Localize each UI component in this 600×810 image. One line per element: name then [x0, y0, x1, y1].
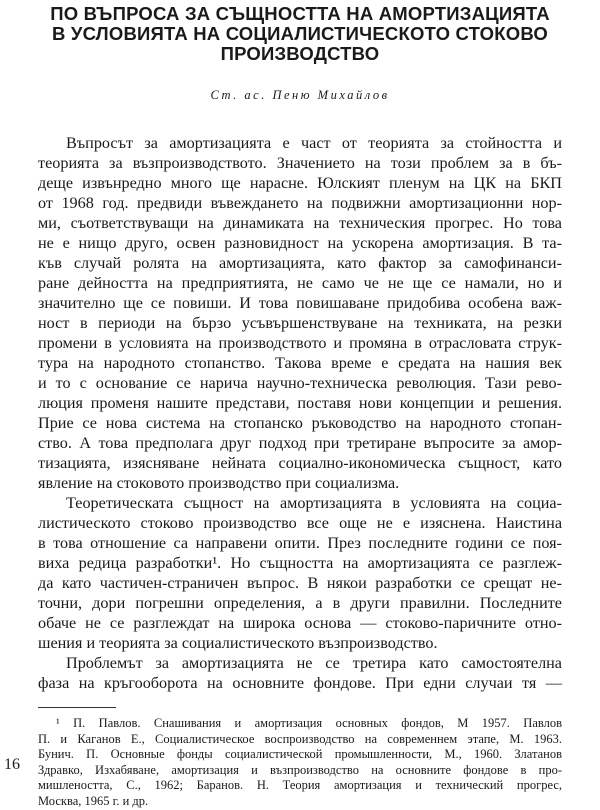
paragraph [38, 133, 562, 493]
footnote-line: Бунич. П. Основные фонды социалистической промышленности, М., 1960. Златанов [38, 747, 562, 762]
text-line: шения и теорията за социалистическото възпроизводство. [38, 634, 438, 652]
text-line: тура на народното стопанство. Такова време е средата на нашия век [38, 354, 562, 372]
text-line: фаза на кръгооборота на основните фондове. При едни случаи тя — [38, 674, 562, 692]
text-line: ране дейността на предприятията, не само че не ще се намали, но и [38, 274, 562, 292]
text-line: обаче не се разглеждат на широка основа — стоково-паричните отно- [38, 614, 562, 632]
footnote-line: Москва, 1965 г. и др. [38, 793, 149, 808]
footnote-divider [38, 707, 116, 708]
text-line: Теоретическата същност на амортизацията в условията на социа- [66, 494, 562, 512]
author-byline: Ст. ас. Пеню Михайлов [210, 88, 390, 102]
paragraph [38, 493, 562, 653]
text-line: и то с основание се нарича научно-техническа революция. Тази рево- [38, 374, 562, 392]
text-line: къв случай ролята на амортизацията, като фактор за самофинанси- [38, 254, 562, 272]
footnote-line: мишлеността, С., 1962; Баранов. Н. Теория амортизация и технический прогрес, [38, 778, 562, 793]
text-line: Проблемът за амортизацията не се третира като самостоятелна [66, 654, 562, 672]
text-line: листическото стоково производство все още не е изяснена. Наистина [38, 514, 562, 532]
text-line: виха редица разработки¹. Но същността на амортизацията се разглеж- [38, 554, 562, 572]
text-line: точни, дори погрешни определения, а в други правилни. Последните [38, 594, 562, 612]
article-body [38, 133, 562, 693]
text-line: да като частичен-страничен въпрос. В някои разработки се срещат не- [38, 574, 562, 592]
text-line: от 1968 год. предвиди въвеждането на подвижни амортизационни нор- [38, 194, 562, 212]
text-line: ство. А това предполага друг подход при третиране въпросите за амор- [38, 434, 562, 452]
title-line: В УСЛОВИЯТА НА СОЦИАЛИСТИЧЕСКОТО СТОКОВО [51, 23, 549, 44]
text-line: деще извънредно много ще нарасне. Юлският пленум на ЦК на БКП [38, 174, 562, 192]
title-line: ПРОИЗВОДСТВО [220, 43, 380, 64]
footnote [38, 716, 562, 810]
paragraph [38, 653, 562, 693]
text-line: тизацията, изясняване нейната социално-икономическа същност, като [38, 454, 562, 472]
text-line: промени в условията на производството и промяна в отрасловата струк- [38, 334, 562, 352]
footnote-line: Здравко, Изхабяване, амортизация и възпроизводство на основните фондове в про- [38, 762, 562, 777]
footnote-line: ¹ П. Павлов. Снашивания и амортизация основных фондов, М 1957. Павлов [56, 716, 562, 730]
article-title [38, 4, 562, 64]
text-line: ност в периоди на бързо усъвършенствуване на техниката, на резки [38, 314, 562, 332]
text-line: не е нищо друго, освен разновидност на ускорена амортизация. В та- [38, 234, 562, 252]
text-line: значително ще се повиши. И това повишаване придобива особена важ- [38, 294, 562, 312]
text-line: ми, съответствуващи на динамиката на техническия прогрес. Но това [38, 214, 562, 232]
title-line: ПО ВЪПРОСА ЗА СЪЩНОСТТА НА АМОРТИЗАЦИЯТА [50, 3, 550, 24]
text-line: люция променя нашите представи, поставя нови концепции и решения. [38, 394, 562, 412]
text-line: в това отношение са направени опити. През последните години се поя- [38, 534, 562, 552]
text-line: Прие се нова система на стопанско ръководство на народното стопан- [38, 414, 562, 432]
footnote-line: П. и Каганов Е., Социалистическое воспроизводство на современнем этапе, М. 1963. [38, 731, 562, 746]
text-line: теорията за възпроизводството. Значението на този проблем за в бъ- [38, 154, 562, 172]
text-line: Въпросът за амортизацията е част от теорията за стойността и [66, 134, 562, 152]
page-number: 16 [4, 756, 20, 773]
text-line: явление на стоковото производство при социализма. [38, 474, 400, 492]
